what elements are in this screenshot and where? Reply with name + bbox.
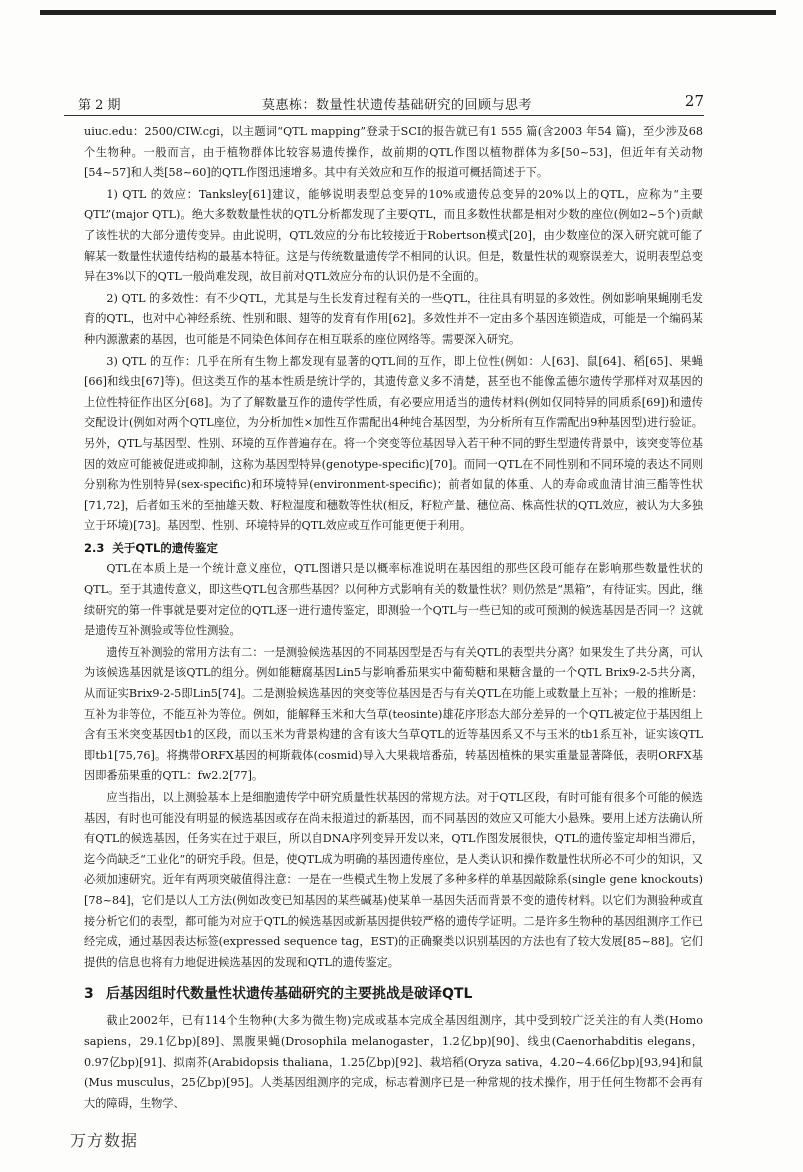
issue-label: 第 2 期 [78,98,121,113]
paragraph: QTL在本质上是一个统计意义座位，QTL图谱只是以概率标准说明在基因组的那些区段可能存在影响那些数量性状的QTL。至于其遗传意义，即这些QTL包含那些基因？以何种方式影响有关的数量性状？则仍然是“黑箱”，有待证实。因此，继续研究的第一件事就是要对定位的QTL逐一进行遗传鉴定，即测验一个QTL与一些已知的或可预测的候选基因是否同一？这就是遗传互补测验或等位性测验。 [84,562,703,638]
section-number: 2.3 [84,540,105,555]
section-heading-3 [84,983,703,1005]
section-number: 3 [84,986,94,1003]
top-rule [40,10,776,15]
header-rule [64,115,704,116]
main-text [84,122,703,1114]
paragraph: 1) QTL 的效应：Tanksley[61]建议，能够说明表型总变异的10%或遗传总变异的20%以上的QTL，应称为“主要QTL”(major QTL)。绝大多数数量性状的QTL分析都发现了主要QTL，而且多数性状都是相对少数的座位(例如2~5个)贡献了该性状的大部分遗传变异。由此说明，QTL效应的分布比较接近于Robertson模式[20]，由少数座位的深入研究就可能了解某一数量性状遗传结构的最基本特征。这是与传统数量遗传学不相同的认识。但是，数量性状的观察误差大，说明表型总变异在3%以下的QTL一般尚难发现，故目前对QTL效应分布的认识仍是不全面的。 [84,187,703,284]
section-title: 后基因组时代数量性状遗传基础研究的主要挑战是破译QTL [106,986,473,1003]
section-title: 关于QTL的遗传鉴定 [112,540,218,555]
paragraph: uiuc.edu：2500/CIW.cgi，以主题词“QTL mapping”登录于SCI的报告就已有1 555 篇(含2003 年54 篇)，至少涉及68 个生物种。一般而言，由于植物群体比较容易遗传操作，故前期的QTL作图以植物群体为多[50~53]，但近年有关动物[54~57]和人类[58~60]的QTL作图迅速增多。其中有关效应和互作的报道可概括简述于下。 [84,125,703,180]
section-heading-2-3 [84,538,703,559]
page-number: 27 [684,92,704,110]
watermark: 万方数据 [70,1131,139,1150]
paragraph: 遗传互补测验的常用方法有二：一是测验候选基因的不同基因型是否与有关QTL的表型共分离？如果发生了共分离，可认为该候选基因就是该QTL的组分。例如能糖腐基因Lin5与影响番茄果实中葡萄糖和果糖含量的一个QTL Brix9-2-5共分离，从而证实Brix9-2-5即Lin5[74]。二是测验候选基因的突变等位基因是否与有关QTL在功能上或数量上互补；一般的推断是：互补为非等位，不能互补为等位。例如，能解释玉米和大刍草(teosinte)雄花序形态大部分差异的一个QTL被定位于基因组上含有玉米突变基因tb1的区段，而以玉米为背景构建的含有该大刍草QTL的近等基因系又不与玉米的tb1系互补，证实该QTL即tb1[75,76]。将携带ORFX基因的柯斯载体(cosmid)导入大果栽培番茄，转基因植株的果实重量显著降低，表明ORFX基因即番茄果重的QTL：fw2.2[77]。 [84,645,703,783]
paragraph: 应当指出，以上测验基本上是细胞遗传学中研究质量性状基因的常规方法。对于QTL区段，有时可能有很多个可能的候选基因，有时也可能没有明显的候选基因或存在尚未报道过的新基因，而不同基因的效应又可能大小悬殊。要用上述方法确认所有QTL的候选基因，任务实在过于艰巨，所以自DNA序列变异开发以来，QTL作图发展很快，QTL的遗传鉴定却相当滞后，迄今尚缺乏“工业化”的研究手段。但是，使QTL成为明确的基因遗传座位，是人类认识和操作数量性状所必不可少的知识，又必须加速研究。近年有两项突破值得注意：一是在一些模式生物上发展了多种多样的单基因敲除系(single gene knockouts)[78~84]，它们是以人工方法(例如改变已知基因的某些碱基)使某单一基因失活而背景不变的遗传材料。以它们为测验种或直接分析它们的表型，都可能为对应于QTL的候选基因或新基因提供较严格的遗传学证明。二是许多生物种的基因组测序工作已经完成，通过基因表达标签(expressed sequence tag，EST)的正确聚类以识别基因的方法也有了较大发展[85~88]。它们提供的信息也将有力地促进候选基因的发现和QTL的遗传鉴定。 [84,791,703,969]
page-header [64,92,704,114]
paragraph: 截止2002年，已有114个生物种(大多为微生物)完成或基本完成全基因组测序，其中受到较广泛关注的有人类(Homo sapiens，29.1亿bp)[89]、黑腹果蝇(Drosophila melanogaster，1.2亿bp)[90]、线虫(Caenorhabditis elegans，0.97亿bp)[91]、拟南芥(Arabidopsis thaliana，1.25亿bp)[92]、栽培稻(Oryza sativa，4.20~4.66亿bp)[93,94]和鼠(Mus musculus，25亿bp)[95]。人类基因组测序的完成，标志着测序已是一种常规的技术操作，用于任何生物都不会再有大的障碍，生物学、 [84,1014,703,1110]
running-title: 莫惠栋：数量性状遗传基础研究的回顾与思考 [262,98,533,113]
paragraph: 2) QTL 的多效性：有不少QTL，尤其是与生长发育过程有关的一些QTL，往往具有明显的多效性。例如影响果蝇刚毛发育的QTL，也对中心神经系统、性别和眼、翅等的发育有作用[62]。多效性并不一定由多个基因连锁造成，可能是一个编码某种内源激素的基因，也可能是不同染色体间存在相互联系的座位网络等。需要深入研究。 [84,291,703,346]
paragraph: 3) QTL 的互作：几乎在所有生物上都发现有显著的QTL间的互作，即上位性(例如：人[63]、鼠[64]、稻[65]、果蝇[66]和线虫[67]等)。但这类互作的基本性质是统计学的，其遗传意义多不清楚，甚至也不能像孟德尔遗传学那样对双基因的上位性特征作出区分[68]。为了了解数量互作的遗传学性质，有必要应用适当的遗传材料(例如仅同特异的同质系[69])和遗传交配设计(例如对两个QTL座位，为分析加性×加性互作需配出4种纯合基因型，为分析所有互作需配出9种基因型)进行验证。另外，QTL与基因型、性别、环境的互作普遍存在。将一个突变等位基因导入若干种不同的野生型遗传背景中，该突变等位基因的效应可能被促进或抑制，这称为基因型特异(genotype-specific)[70]。而同一QTL在不同性别和不同环境的表达不同则分别称为性别特异(sex-specific)和环境特异(environment-specific)；前者如鼠的体重、人的寿命或血清甘油三酯等性状[71,72]，后者如玉米的至抽雄天数、籽粒湿度和穗数等性状(相反，籽粒产量、穗位高、株高性状的QTL效应，被认为大多独立于环境)[73]。基因型、性别、环境特异的QTL效应或互作可能更便于利用。 [84,354,703,533]
